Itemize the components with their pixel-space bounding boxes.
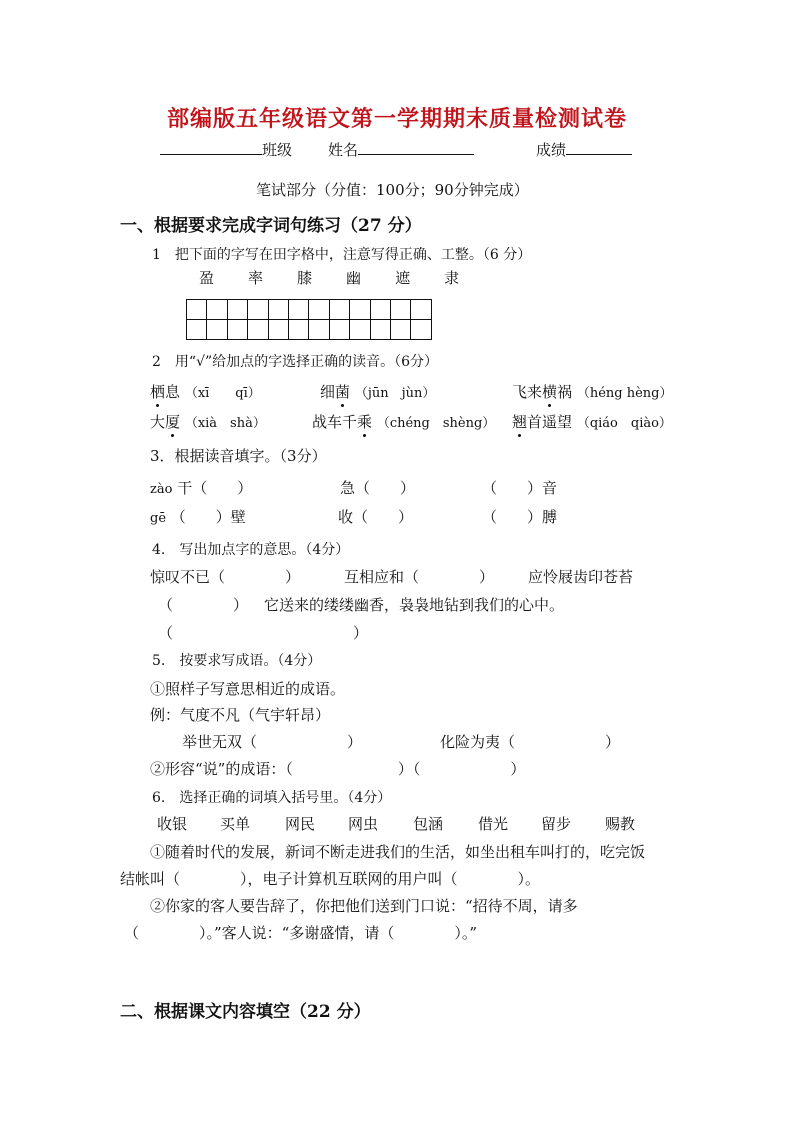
grid-cell[interactable]	[248, 320, 268, 340]
exam-title: 部编版五年级语文第一学期期末质量检测试卷	[166, 106, 627, 132]
q2-word: 细	[320, 383, 336, 401]
q4-blank[interactable]: （ ）	[158, 624, 369, 642]
q6-paragraph1: ①随着时代的发展，新词不断走进我们的生活，如坐出租车叫打的，吃完饭	[150, 843, 646, 861]
q4-text: 4. 写出加点字的意思。（4分）	[152, 542, 350, 558]
q2-item[interactable]	[512, 411, 672, 432]
q2-word: 祸	[557, 383, 573, 401]
q1-char: 隶	[444, 269, 460, 287]
q2-dotted-char: 栖	[150, 383, 166, 401]
q2-item[interactable]	[150, 381, 261, 402]
q2-dotted-char: 菌	[335, 383, 351, 401]
score-field	[536, 139, 632, 160]
grid-cell[interactable]	[329, 320, 349, 340]
grid-cell[interactable]	[370, 320, 390, 340]
q1-char: 率	[248, 269, 264, 287]
q4-item: 应怜屐齿印苍苔	[528, 568, 634, 586]
q3-blank[interactable]: 急（ ）	[340, 479, 416, 497]
q2-word: 大	[150, 413, 166, 431]
q2-item[interactable]	[312, 411, 495, 432]
grid-cell[interactable]	[350, 320, 370, 340]
q6-word: 借光	[478, 815, 509, 833]
q6-word: 买单	[220, 815, 251, 833]
q6-word: 网虫	[348, 815, 379, 833]
q4-item[interactable]: 互相应和（ ）	[344, 568, 495, 586]
q2-word: 战车千	[312, 413, 358, 431]
q2-item[interactable]	[150, 411, 266, 432]
q3-blank[interactable]: （ ）膊	[482, 508, 558, 526]
grid-cell[interactable]	[207, 300, 227, 320]
grid-cell[interactable]	[288, 300, 308, 320]
q2-word: 飞来	[512, 383, 543, 401]
q6-word: 网民	[285, 815, 316, 833]
grid-cell[interactable]	[370, 300, 390, 320]
q2-options: （jūn jùn）	[354, 386, 436, 401]
grid-cell[interactable]	[309, 320, 329, 340]
grid-cell[interactable]	[411, 300, 431, 320]
name-blank[interactable]	[358, 140, 474, 155]
section2-heading: 二、根据课文内容填空（22 分）	[120, 1002, 371, 1022]
grid-cell[interactable]	[268, 320, 288, 340]
name-field	[328, 139, 474, 160]
q4-sentence: 它送来的缕缕幽香，袅袅地钻到我们的心中。	[264, 596, 565, 614]
q3-blank[interactable]: （ ）壁	[170, 508, 246, 526]
q2-options: （chéng shèng）	[376, 416, 496, 431]
q6-word: 包涵	[413, 815, 444, 833]
grid-cell[interactable]	[350, 300, 370, 320]
q6-paragraph2-cont[interactable]: （ ）。”客人说：“多谢盛情，请（ ）。”	[124, 924, 478, 942]
q6-paragraph1-cont[interactable]: 结帐叫（ ），电子计算机互联网的用户叫（ ）。	[120, 870, 541, 888]
q2-word: 首遥望	[527, 413, 573, 431]
q3-text: 3．根据读音填字。（3分）	[150, 447, 327, 465]
q4-blank[interactable]: （ ）	[158, 596, 249, 614]
q1-char: 膝	[297, 269, 313, 287]
grid-cell[interactable]	[207, 320, 227, 340]
grid-cell[interactable]	[309, 300, 329, 320]
q1-char: 遮	[395, 269, 411, 287]
score-label: 成绩	[536, 141, 567, 159]
grid-cell[interactable]	[187, 300, 207, 320]
q3-blank[interactable]: （ ）音	[482, 479, 558, 497]
q5-item[interactable]: 举世无双（ ）	[182, 733, 363, 751]
q3-pinyin	[150, 477, 252, 498]
q3-pinyin-ge: gē	[150, 511, 167, 526]
q5-sub2[interactable]: ②形容“说”的成语：（ ）（ ）	[150, 760, 526, 778]
grid-cell[interactable]	[288, 320, 308, 340]
q5-sub1: ①照样子写意思相近的成语。	[150, 680, 346, 698]
q2-item[interactable]	[512, 381, 672, 402]
q1-char: 幽	[346, 269, 362, 287]
q4-item[interactable]: 惊叹不已（ ）	[150, 568, 301, 586]
grid-cell[interactable]	[248, 300, 268, 320]
q2-text: 2 用“√”给加点的字选择正确的读音。（6分）	[152, 354, 439, 370]
grid-cell[interactable]	[411, 320, 431, 340]
q1-chars	[199, 267, 493, 288]
grid-cell[interactable]	[329, 300, 349, 320]
q6-word: 留步	[541, 815, 572, 833]
name-label: 姓名	[328, 141, 359, 159]
q5-text: 5. 按要求写成语。（4分）	[152, 653, 322, 669]
q5-item[interactable]: 化险为夷（ ）	[440, 733, 621, 751]
q3-blank[interactable]: 收（ ）	[338, 508, 414, 526]
q6-word: 收银	[157, 815, 188, 833]
class-label: 班级	[262, 141, 293, 159]
grid-cell[interactable]	[187, 320, 207, 340]
grid-cell[interactable]	[268, 300, 288, 320]
grid-cell[interactable]	[390, 320, 410, 340]
q3-blank[interactable]: 干（ ）	[177, 479, 253, 497]
grid-cell[interactable]	[390, 300, 410, 320]
q2-item[interactable]	[320, 381, 435, 402]
q1-char: 盈	[199, 269, 215, 287]
q6-text: 6. 选择正确的词填入括号里。（4分）	[152, 790, 392, 806]
q2-dotted-char: 乘	[357, 413, 373, 431]
q2-word: 息	[165, 383, 181, 401]
q5-example: 例：气度不凡（气宇轩昂）	[150, 706, 331, 724]
score-blank[interactable]	[566, 140, 632, 155]
q2-dotted-char: 翘	[512, 413, 528, 431]
grid-cell[interactable]	[227, 300, 247, 320]
q6-paragraph2: ②你家的客人要告辞了，你把他们送到门口说：“招待不周，请多	[150, 897, 578, 915]
class-blank[interactable]	[160, 140, 262, 155]
q6-word: 赐教	[605, 815, 636, 833]
q2-options: （xī qī）	[184, 386, 261, 401]
q1-text: 1 把下面的字写在田字格中，注意写得正确、工整。（6 分）	[152, 247, 532, 263]
section1-heading: 一、根据要求完成字词句练习（27 分）	[120, 216, 422, 236]
class-field	[160, 139, 292, 160]
q2-dotted-char: 厦	[165, 413, 181, 431]
q3-pinyin-zao: zào	[150, 482, 173, 497]
tianzige-grid[interactable]	[186, 299, 432, 340]
q2-options: （xià shà）	[184, 416, 266, 431]
q2-options: （héng hèng）	[576, 386, 673, 401]
q2-options: （qiáo qiào）	[576, 416, 672, 431]
written-note: 笔试部分（分值：100分；90分钟完成）	[256, 181, 529, 199]
q2-dotted-char: 横	[542, 383, 558, 401]
q3-pinyin	[150, 506, 246, 527]
grid-cell[interactable]	[227, 320, 247, 340]
